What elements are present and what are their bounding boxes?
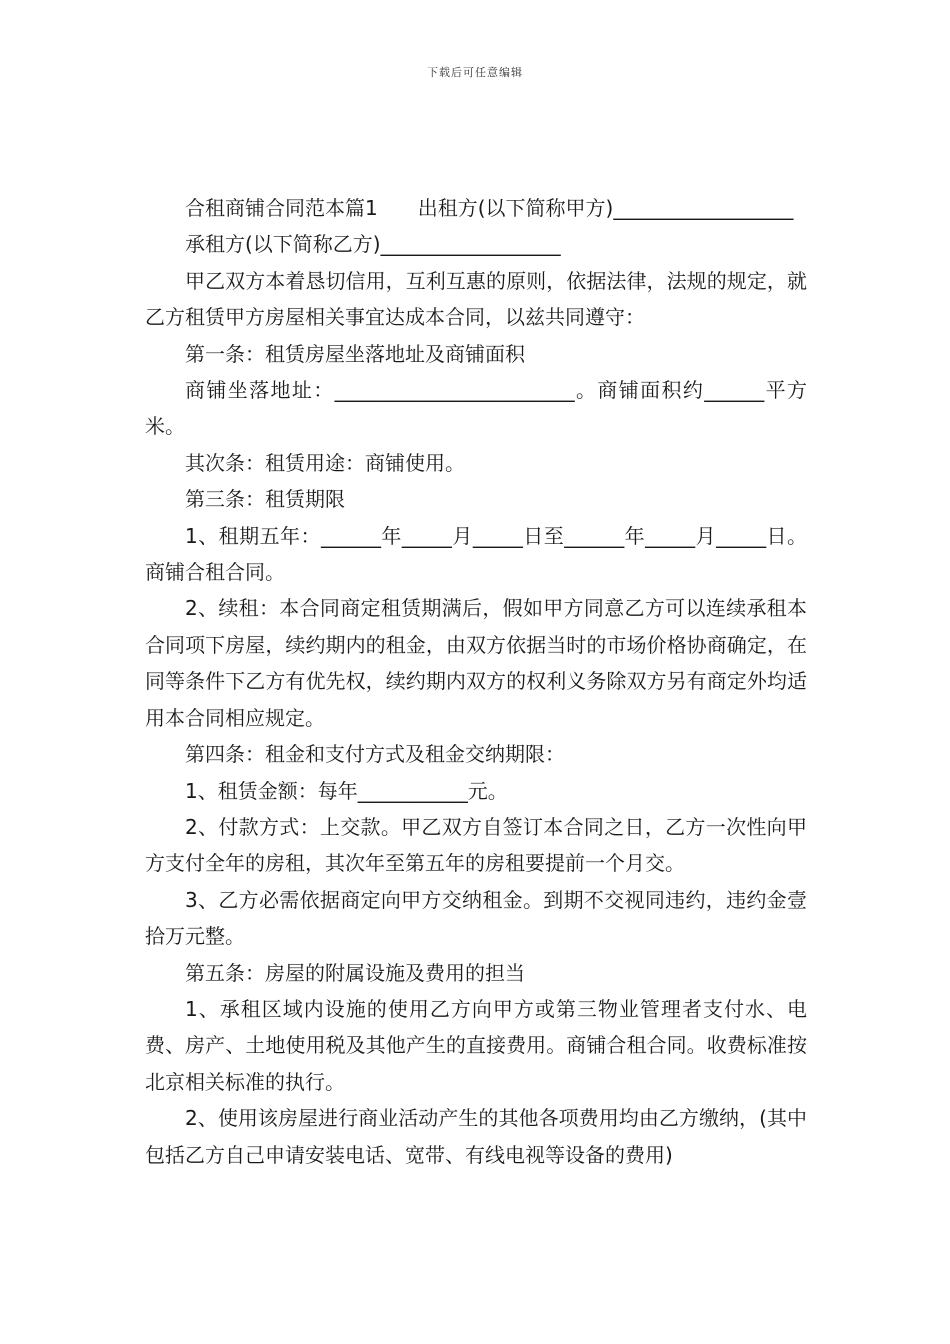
paragraph-article-4-heading: 第四条：租金和支付方式及租金交纳期限： <box>185 742 565 767</box>
paragraph-shop-address: 商铺坐落地址：________________________。商铺面积约______平方米。 <box>145 378 807 439</box>
paragraph-late-payment: 3、乙方必需依据商定向甲方交纳租金。到期不交视同违约，违约金壹拾万元整。 <box>145 887 807 949</box>
contract-body <box>145 190 807 1173</box>
paragraph-article-1-heading: 第一条：租赁房屋坐落地址及商铺面积 <box>185 341 525 366</box>
paragraph-article-2-usage: 其次条：租赁用途：商铺使用。 <box>185 450 465 475</box>
paragraph-payment-method: 2、付款方式：上交款。甲乙双方自签订本合同之日，乙方一次性向甲方支付全年的房租，其次年至第五年的房租要提前一个月交。 <box>145 814 807 876</box>
paragraph-preamble: 甲乙双方本着恳切信用，互利互惠的原则，依据法律，法规的规定，就乙方租赁甲方房屋相关事宜达成本合同，以兹共同遵守： <box>145 268 807 330</box>
paragraph-title-and-lessor: 合租商铺合同范本篇1 出租方(以下简称甲方)__________________ <box>185 196 794 220</box>
paragraph-lessee: 承租方(以下简称乙方)__________________ <box>185 232 561 257</box>
paragraph-other-fees: 2、使用该房屋进行商业活动产生的其他各项费用均由乙方缴纳，(其中包括乙方自己申请安装电话、宽带、有线电视等设备的费用) <box>145 1106 807 1167</box>
paragraph-utilities: 1、承租区域内设施的使用乙方向甲方或第三物业管理者支付水、电费、房产、土地使用税及其他产生的直接费用。商铺合租合同。收费标准按北京相关标准的执行。 <box>145 996 807 1094</box>
paragraph-article-5-heading: 第五条：房屋的附属设施及费用的担当 <box>185 960 525 985</box>
paragraph-lease-term: 1、租期五年：______年_____月_____日至______年_____月_____日。商铺合租合同。 <box>145 523 807 585</box>
page-header-note: 下载后可任意编辑 <box>427 66 523 79</box>
paragraph-renewal: 2、续租：本合同商定租赁期满后，假如甲方同意乙方可以连续承租本合同项下房屋，续约期内的租金，由双方依据当时的市场价格协商确定，在同等条件下乙方有优先权，续约期内双方的权利义务除双方另有商定外均适用本合同相应规定。 <box>145 596 807 730</box>
paragraph-article-3-heading: 第三条：租赁期限 <box>185 487 345 512</box>
paragraph-rent-amount: 1、租赁金额：每年___________元。 <box>185 778 508 803</box>
